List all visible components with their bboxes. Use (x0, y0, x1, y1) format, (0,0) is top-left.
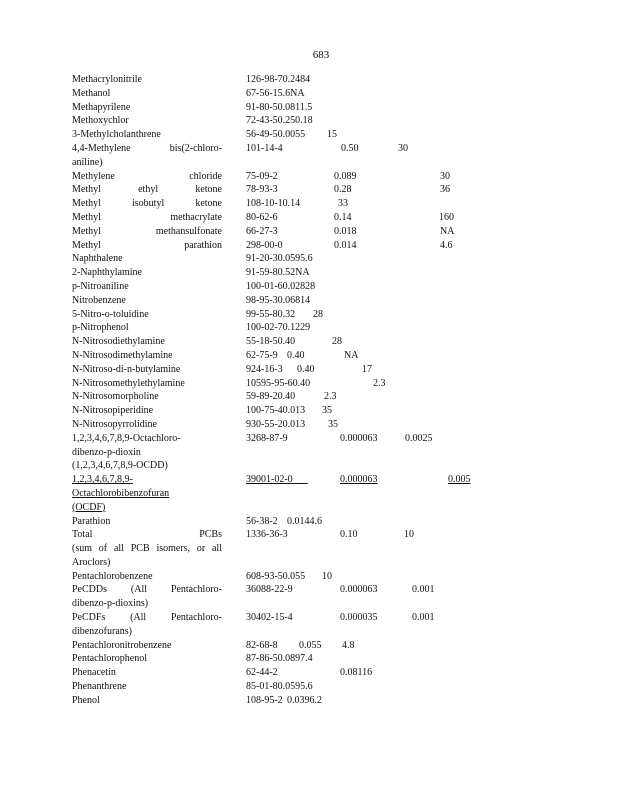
chemical-name-line: dibenzofurans) (72, 625, 132, 637)
table-row (72, 363, 592, 377)
table-row (72, 639, 592, 653)
table-row (72, 583, 592, 611)
value-cell: 0.000063 (340, 474, 378, 486)
cas-number: 100-01-60.02828 (246, 280, 316, 292)
chemical-name (72, 239, 222, 253)
table-row (72, 694, 592, 708)
value-cell: 0.001 (412, 612, 435, 624)
value-cell: 33 (338, 198, 348, 210)
cas-number: 608-93-50.055 (246, 570, 306, 582)
table-row (72, 73, 592, 87)
value-cell: 28 (313, 308, 323, 320)
table-row (72, 183, 592, 197)
chemical-name-line: Aroclors) (72, 556, 111, 568)
table-row (72, 239, 592, 253)
chemical-name (72, 321, 222, 335)
value-cell: NA (440, 225, 455, 237)
chemical-name-line: dibenzo-p-dioxins) (72, 598, 149, 610)
chemical-name-line: Methacrylonitrile (72, 74, 142, 85)
chemical-name-line: Methyl ethyl ketone (72, 184, 222, 196)
value-cell: 17 (362, 363, 372, 375)
value-cell: 2.3 (373, 377, 386, 389)
cas-number: 59-89-20.40 (246, 391, 296, 403)
value-cell: 36 (440, 184, 450, 196)
cas-number: 108-95-2 (246, 694, 283, 706)
cas-number: 100-75-40.013 (246, 405, 306, 417)
cas-number: 91-20-30.0595.6 (246, 253, 313, 265)
chemical-name-line: 1,2,3,4,6,7,8,9-Octachloro- (72, 432, 181, 444)
cas-number: 78-93-3 (246, 184, 278, 196)
chemical-name (72, 652, 222, 666)
chemical-name (72, 280, 222, 294)
table-row (72, 87, 592, 101)
chemical-name (72, 694, 222, 708)
table-row (72, 349, 592, 363)
table-row (72, 225, 592, 239)
cas-number: 298-00-0 (246, 239, 283, 251)
cas-number: 91-80-50.0811.5 (246, 101, 313, 113)
chemical-name-line: Methapyrilene (72, 101, 131, 113)
table-row (72, 170, 592, 184)
chemical-name-line: PeCDFs (All Pentachloro- (72, 612, 222, 624)
value-cell: 0.0144.6 (287, 515, 322, 527)
chemical-name (72, 473, 222, 514)
cas-number: 80-62-6 (246, 211, 278, 223)
value-cell: 35 (328, 418, 338, 430)
cas-number: 39001-02-0 (246, 474, 308, 486)
value-cell: 0.000035 (340, 612, 378, 624)
chemical-name (72, 294, 222, 308)
cas-number: 85-01-80.0595.6 (246, 681, 313, 693)
cas-number: 66-27-3 (246, 225, 278, 237)
table-row (72, 197, 592, 211)
value-cell: 10 (404, 529, 414, 541)
chemical-name-line: Methyl isobutyl ketone (72, 198, 222, 210)
value-cell: 30 (440, 170, 450, 182)
chemical-name-line: Parathion (72, 515, 111, 527)
value-cell: 0.40 (297, 363, 315, 375)
cas-number: 98-95-30.06814 (246, 294, 311, 306)
table-row (72, 432, 592, 473)
chemical-name-line: p-Nitrophenol (72, 322, 129, 334)
table-row (72, 652, 592, 666)
chemical-name (72, 363, 222, 377)
chemical-name (72, 225, 222, 239)
chemical-name-line: Methoxychlor (72, 115, 129, 127)
cas-number: 924-16-3 (246, 363, 283, 375)
table-row (72, 142, 592, 170)
value-cell: 0.14 (334, 211, 352, 223)
table-row (72, 321, 592, 335)
cas-number: 126-98-70.2484 (246, 74, 311, 85)
cas-number: 99-55-80.32 (246, 308, 296, 320)
value-cell: 0.50 (341, 142, 359, 154)
table-row (72, 266, 592, 280)
chemical-name (72, 252, 222, 266)
chemical-name (72, 390, 222, 404)
chemical-name-line: Methyl methansulfonate (72, 225, 222, 237)
value-cell: 10 (322, 570, 332, 582)
chemical-name (72, 308, 222, 322)
chemical-name-line: Nitrobenzene (72, 294, 126, 306)
chemical-name-line: N-Nitroso-di-n-butylamine (72, 363, 181, 375)
table-row (72, 101, 592, 115)
value-cell: 0.08116 (340, 667, 373, 679)
table-row (72, 128, 592, 142)
chemical-name-line: (1,2,3,4,6,7,8,9-OCDD) (72, 460, 168, 472)
chemical-name-line: 4,4-Methylene bis(2-chloro- (72, 142, 222, 154)
value-cell: 0.014 (334, 239, 357, 251)
cas-number: 101-14-4 (246, 142, 283, 154)
chemical-name (72, 87, 222, 101)
chemical-name (72, 211, 222, 225)
table-row (72, 473, 592, 514)
chemical-name-line: Pentachloronitrobenzene (72, 639, 172, 651)
value-cell: 0.10 (340, 529, 358, 541)
table-row (72, 404, 592, 418)
chemical-name-line: Phenanthrene (72, 681, 127, 693)
chemical-name-line: aniline) (72, 156, 103, 168)
cas-number: 10595-95-60.40 (246, 377, 311, 389)
chemical-name-line: Total PCBs (72, 529, 222, 541)
chemical-name (72, 570, 222, 584)
table-row (72, 570, 592, 584)
cas-number: 108-10-10.14 (246, 198, 301, 210)
cas-number: 62-75-9 (246, 349, 278, 361)
value-cell: 0.40 (287, 349, 305, 361)
table-row (72, 114, 592, 128)
table-row (72, 666, 592, 680)
chemical-name-line: 5-Nitro-o-toluidine (72, 308, 149, 320)
chemical-name-line: (OCDF) (72, 501, 106, 513)
cas-number: 72-43-50.250.18 (246, 115, 313, 127)
value-cell: 0.001 (412, 584, 435, 596)
chemical-name (72, 183, 222, 197)
chemical-name (72, 73, 222, 87)
cas-number: 930-55-20.013 (246, 418, 306, 430)
chemical-name (72, 197, 222, 211)
table-row (72, 515, 592, 529)
table-row (72, 611, 592, 639)
value-cell: 0.005 (448, 474, 471, 486)
value-cell: 0.000063 (340, 584, 378, 596)
chemical-name-line: dibenzo-p-dioxin (72, 446, 141, 458)
chemical-name (72, 377, 222, 391)
value-cell: NA (344, 349, 359, 361)
cas-number: 100-02-70.1229 (246, 322, 311, 334)
chemical-name-line: PeCDDs (All Pentachloro- (72, 584, 222, 596)
chemical-name-line: N-Nitrosopyrrolidine (72, 418, 157, 430)
cas-number: 62-44-2 (246, 667, 278, 679)
value-cell: 15 (327, 129, 337, 141)
table-row (72, 211, 592, 225)
cas-number: 3268-87-9 (246, 432, 288, 444)
value-cell: 0.0396.2 (287, 694, 322, 706)
value-cell: 2.3 (324, 391, 337, 403)
chemical-name-line: (sum of all PCB isomers, or all (72, 543, 222, 555)
table-row (72, 294, 592, 308)
cas-number: 36088-22-9 (246, 584, 293, 596)
chemical-name (72, 142, 222, 170)
chemical-name-line: Pentachlorobenzene (72, 570, 153, 582)
chemical-name (72, 404, 222, 418)
chemical-name (72, 101, 222, 115)
value-cell: 4.8 (342, 639, 355, 651)
table-row (72, 335, 592, 349)
table-row (72, 308, 592, 322)
value-cell: 4.6 (440, 239, 453, 251)
table-row (72, 390, 592, 404)
cas-number: 67-56-15.6NA (246, 87, 305, 99)
cas-number: 30402-15-4 (246, 612, 293, 624)
chemical-name (72, 680, 222, 694)
table-row (72, 418, 592, 432)
chemical-name-line: N-Nitrosodimethylamine (72, 349, 173, 361)
value-cell: 0.0025 (405, 432, 433, 444)
cas-number: 1336-36-3 (246, 529, 288, 541)
chemical-name-line: Phenol (72, 694, 100, 706)
chemical-name-line: Octachlorobibenzofuran (72, 487, 170, 499)
chemical-name (72, 349, 222, 363)
chemical-name (72, 335, 222, 349)
chemical-name-line: 1,2,3,4,6,7,8,9- (72, 474, 133, 486)
chemical-name (72, 666, 222, 680)
cas-number: 82-68-8 (246, 639, 278, 651)
cas-number: 56-38-2 (246, 515, 278, 527)
cas-number: 87-86-50.0897.4 (246, 653, 313, 665)
value-cell: 0.018 (334, 225, 357, 237)
chemical-name (72, 432, 222, 473)
chemical-name-line: Methanol (72, 87, 111, 99)
chemical-name-line: Naphthalene (72, 253, 123, 265)
chemical-name (72, 128, 222, 142)
chemical-table (72, 73, 592, 708)
chemical-name (72, 611, 222, 639)
value-cell: 0.089 (334, 170, 357, 182)
value-cell: 35 (322, 405, 332, 417)
chemical-name-line: N-Nitrosomorpholine (72, 391, 159, 403)
chemical-name (72, 266, 222, 280)
chemical-name (72, 583, 222, 611)
chemical-name (72, 114, 222, 128)
chemical-name-line: N-Nitrosodiethylamine (72, 336, 165, 348)
chemical-name-line: 2-Naphthylamine (72, 267, 142, 279)
table-row (72, 280, 592, 294)
table-row (72, 252, 592, 266)
value-cell: 0.055 (299, 639, 322, 651)
value-cell: 28 (332, 336, 342, 348)
chemical-name-line: N-Nitrosopiperidine (72, 405, 154, 417)
table-row (72, 377, 592, 391)
chemical-name-line: Methylene chloride (72, 170, 222, 182)
value-cell: 30 (398, 142, 408, 154)
page-number: 683 (312, 49, 330, 61)
chemical-name-line: Pentachlorophenol (72, 653, 147, 665)
cas-number: 75-09-2 (246, 170, 278, 182)
value-cell: 0.28 (334, 184, 352, 196)
value-cell: 0.000063 (340, 432, 378, 444)
chemical-name-line: Methyl parathion (72, 239, 222, 251)
chemical-name (72, 515, 222, 529)
chemical-name-line: 3-Methylcholanthrene (72, 129, 161, 141)
chemical-name-line: Phenacetin (72, 667, 116, 679)
chemical-name (72, 170, 222, 184)
chemical-name-line: p-Nitroaniline (72, 280, 129, 292)
chemical-name-line: Methyl methacrylate (72, 211, 222, 223)
chemical-name (72, 639, 222, 653)
table-row (72, 528, 592, 569)
cas-number: 56-49-50.0055 (246, 129, 306, 141)
cas-number: 55-18-50.40 (246, 336, 296, 348)
chemical-name (72, 418, 222, 432)
value-cell: 160 (439, 211, 454, 223)
chemical-name (72, 528, 222, 569)
cas-number: 91-59-80.52NA (246, 267, 310, 279)
chemical-name-line: N-Nitrosomethylethylamine (72, 377, 185, 389)
table-row (72, 680, 592, 694)
